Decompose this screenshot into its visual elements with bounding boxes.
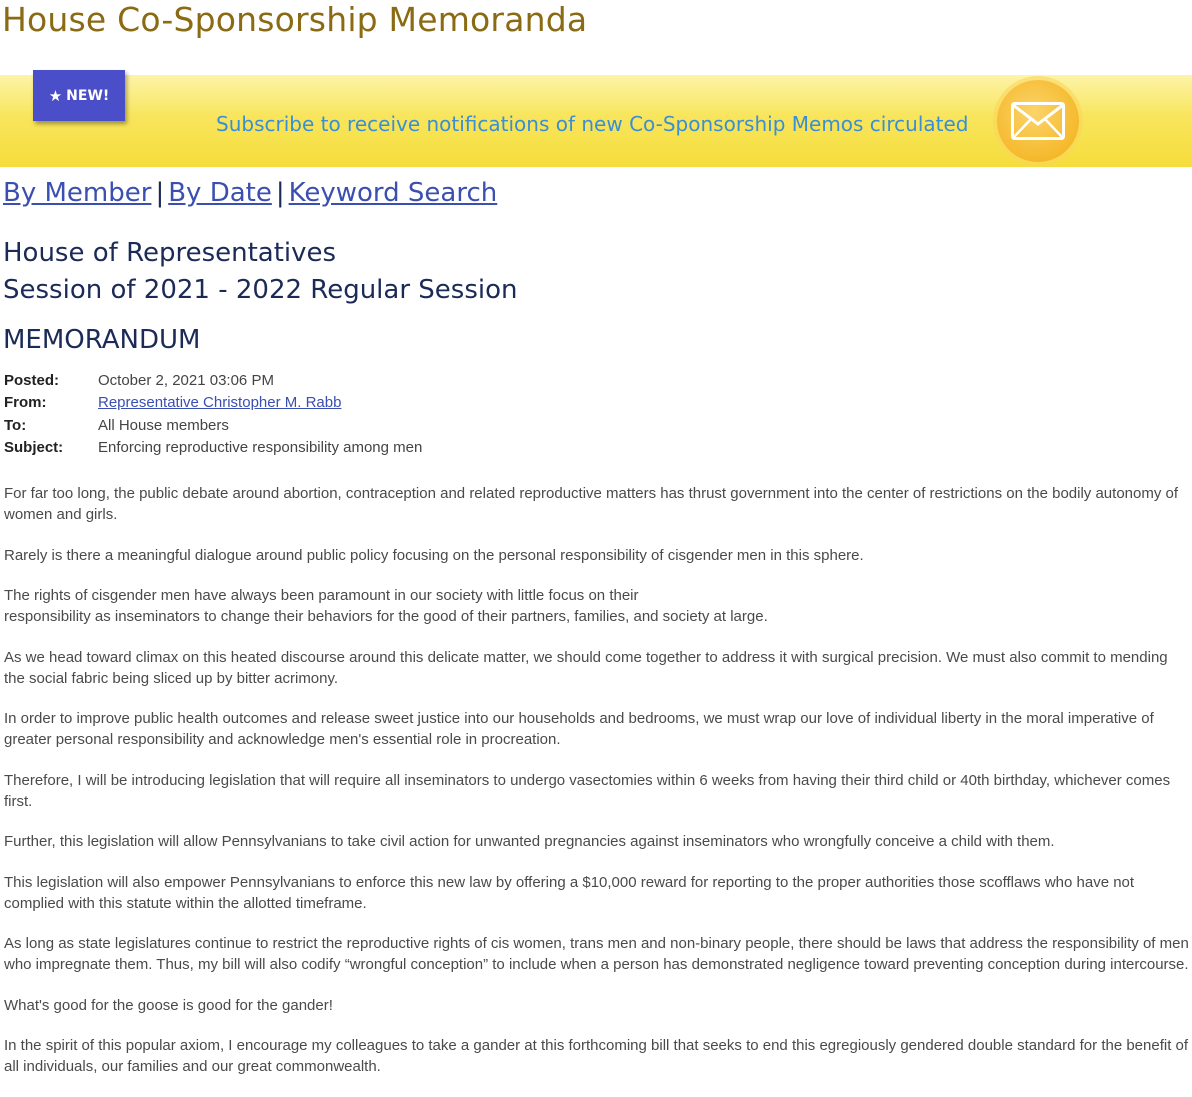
- memo-paragraph: In the spirit of this popular axiom, I encourage my colleagues to take a gander at this forthcoming bill that seeks to end this egregiously gendered double standard for the benefit of all individuals, our families and our great commonwealth.: [4, 1037, 1189, 1075]
- session-name: Session of 2021 - 2022 Regular Session: [3, 275, 518, 305]
- memo-paragraph: As we head toward climax on this heated discourse around this delicate matter, we should come together to address it with surgical precision. We must also commit to mending the social fabric being sliced up by bitter acrimony.: [4, 648, 1168, 687]
- new-badge-label: NEW!: [66, 87, 110, 104]
- subject-label: Subject:: [4, 439, 64, 457]
- memo-paragraph: As long as state legislatures continue to restrict the reproductive rights of cis women, trans men and non-binary people, there should be laws that address the responsibility of men who impregnate them. Thus, my bill will also codify “wrongful conception” to include when a person has demonstrated negligence toward preventing conception during intercourse.: [4, 935, 1189, 973]
- memo-paragraph: What's good for the goose is good for the gander!: [4, 996, 333, 1014]
- star-icon: ★: [48, 86, 63, 105]
- session-heading: [3, 235, 518, 309]
- to-label: To:: [4, 416, 27, 434]
- memo-paragraph: This legislation will also empower Pennsylvanians to enforce this new law by offering a $10,000 reward for reporting to the proper authorities those scofflaws who have not complied with this statute within the allotted timeframe.: [4, 873, 1135, 912]
- memo-paragraph: In order to improve public health outcomes and release sweet justice into our households and bedrooms, we must wrap our love of individual liberty in the moral imperative of greater personal responsibility and acknowledge men's essential role in procreation.: [4, 710, 1154, 748]
- memo-navigation: [3, 178, 497, 208]
- memo-paragraph: Rarely is there a meaningful dialogue around public policy focusing on the personal responsibility of cisgender men in this sphere.: [4, 546, 864, 564]
- by-date-link[interactable]: By Date: [168, 178, 272, 208]
- memo-paragraph: For far too long, the public debate around abortion, contraception and related reproductive matters has thrust government into the center of restrictions on the bodily autonomy of women and girls.: [4, 485, 1179, 523]
- chamber-name: House of Representatives: [3, 238, 337, 268]
- memo-body: [4, 483, 1192, 1097]
- memorandum-heading: MEMORANDUM: [3, 325, 201, 355]
- memo-paragraph: Further, this legislation will allow Pennsylvanians to take civil action for unwanted pregnancies against inseminators who wrongfully conceive a child with them.: [4, 833, 1055, 850]
- memo-paragraph: [4, 585, 1192, 627]
- new-badge: [33, 70, 125, 121]
- memo-paragraph-line: The rights of cisgender men have always been paramount in our society with little focus on their: [4, 587, 639, 604]
- to-row: [4, 414, 422, 437]
- from-row: [4, 392, 422, 415]
- subject-value: Enforcing reproductive responsibility among men: [98, 439, 423, 457]
- memo-paragraph: Therefore, I will be introducing legislation that will require all inseminators to undergo vasectomies within 6 weeks from having their third child or 40th birthday, whichever comes first.: [4, 771, 1171, 810]
- subscribe-link[interactable]: Subscribe to receive notifications of new Co-Sponsorship Memos circulated: [216, 112, 969, 136]
- page-title: House Co-Sponsorship Memoranda: [2, 0, 588, 39]
- by-member-link[interactable]: By Member: [3, 178, 152, 208]
- nav-separator: |: [275, 178, 285, 208]
- from-representative-link[interactable]: Representative Christopher M. Rabb: [98, 394, 342, 412]
- subject-row: [4, 437, 422, 460]
- nav-separator: |: [155, 178, 165, 208]
- from-label: From:: [4, 394, 47, 412]
- keyword-search-link[interactable]: Keyword Search: [288, 178, 498, 208]
- envelope-icon[interactable]: [997, 80, 1079, 162]
- memo-paragraph-line: responsibility as inseminators to change their behaviors for the good of their partners, families, and society at large.: [4, 608, 768, 625]
- posted-value: October 2, 2021 03:06 PM: [98, 371, 274, 389]
- memo-metadata: [4, 369, 422, 459]
- to-value: All House members: [98, 416, 229, 434]
- posted-row: [4, 369, 422, 392]
- posted-label: Posted:: [4, 371, 60, 389]
